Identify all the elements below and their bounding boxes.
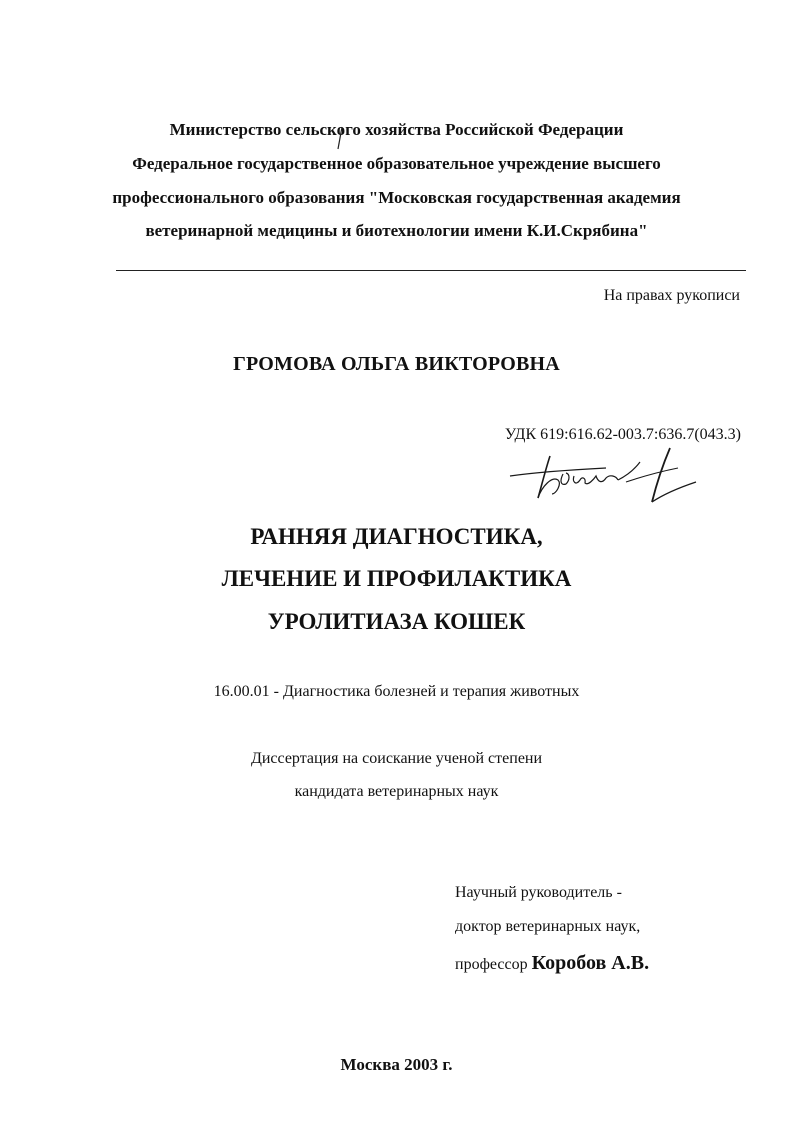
supervisor-label: Научный руководитель - (455, 884, 622, 901)
supervisor-line (455, 953, 649, 973)
institution-line-1: Федеральное государственное образовательное учреждение высшего (132, 154, 661, 173)
supervisor-title: профессор (455, 956, 528, 973)
header-divider (116, 270, 746, 271)
author-name: ГРОМОВА ОЛЬГА ВИКТОРОВНА (233, 353, 560, 375)
degree-line-2: кандидата ветеринарных наук (294, 783, 499, 800)
institution-line-2: профессионального образования "Московская государственная академия (112, 188, 681, 207)
title-line-2: ЛЕЧЕНИЕ И ПРОФИЛАКТИКА (221, 566, 572, 591)
signature (508, 446, 703, 504)
title-line-1: РАННЯЯ ДИАГНОСТИКА, (250, 524, 543, 549)
supervisor-name: Коробов А.В. (531, 952, 650, 974)
pen-mark-icon (336, 126, 344, 150)
city-year: Москва 2003 г. (340, 1055, 453, 1074)
title-line-3: УРОЛИТИАЗА КОШЕК (267, 609, 526, 634)
supervisor-degree: доктор ветеринарных наук, (455, 918, 641, 935)
specialty: 16.00.01 - Диагностика болезней и терапия животных (213, 683, 580, 700)
ministry-line: Министерство сельского хозяйства Российской Федерации (169, 120, 624, 139)
degree-line-1: Диссертация на соискание ученой степени (250, 750, 543, 767)
udk-code: УДК 619:616.62-003.7:636.7(043.3) (504, 426, 741, 443)
rights-note: На правах рукописи (603, 287, 740, 304)
institution-line-3: ветеринарной медицины и биотехнологии имени К.И.Скрябина" (145, 221, 648, 240)
